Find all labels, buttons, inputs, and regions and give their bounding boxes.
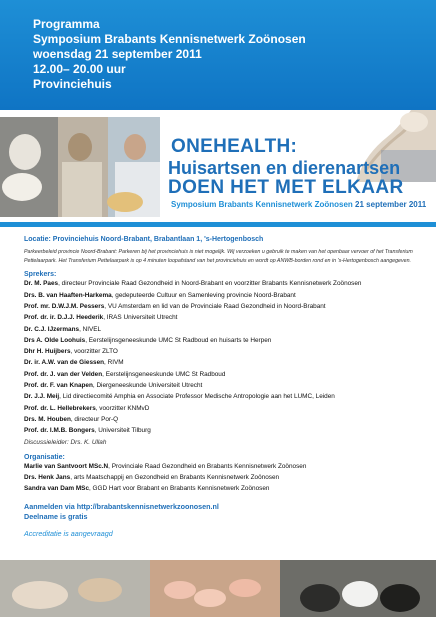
speaker-row-desc: , IRAS Universiteit Utrecht (103, 314, 178, 322)
onehealth-word: ONEHEALTH (171, 136, 291, 157)
organiser-row-desc: , arts Maatschappij en Gezondheid en Brabants Kennisnetwerk Zoönosen (70, 474, 280, 482)
speaker-row (24, 425, 424, 436)
speaker-row-desc: , Diergeneeskunde Universiteit Utrecht (92, 382, 203, 390)
speaker-row-desc: , voorzitter KNMvD (95, 404, 150, 412)
discussion-leader: Discussieleider: Drs. K. Ullah (24, 438, 107, 446)
speaker-row (24, 335, 424, 346)
header-time: 12.00– 20.00 uur (33, 62, 126, 76)
speaker-row-name: Dr. J.J. Meij (24, 393, 60, 401)
accreditation-note: Accreditatie is aangevraagd (24, 528, 113, 538)
speaker-row (24, 290, 424, 301)
divider-bar (0, 222, 436, 227)
organiser-row-desc: , Provinciale Raad Gezondheid en Brabants Kennisnetwerk Zoönosen (108, 462, 307, 470)
speaker-row-name: Prof. dr. ir. D.J.J. Heederik (24, 314, 104, 322)
header-band (0, 0, 436, 110)
speaker-row-desc: , Lid directiecomité Amphia en Associate Professor Medische Antropologie aan het LUMC, Leiden (59, 393, 335, 401)
header-venue: Provinciehuis (33, 77, 112, 91)
speaker-row-desc: , directeur Provinciale Raad Gezondheid in Noord-Brabant en voorzitter Brabants Kennisnetwerk Zoönosen (58, 280, 362, 288)
speaker-row-desc: , NIVEL (79, 325, 102, 333)
organiser-row (24, 483, 424, 494)
speaker-row-name: Dr. C.J. IJzermans (24, 325, 80, 333)
speaker-row (24, 312, 424, 323)
speaker-row (24, 301, 424, 312)
organisation-list (24, 461, 424, 495)
header-symposium: Symposium Brabants Kennisnetwerk Zoönosen (33, 32, 306, 46)
speaker-row-name: Dhr H. Huijbers (24, 348, 71, 356)
organiser-row-desc: , GGD Hart voor Brabant en Brabants Kennisnetwerk Zoönosen (89, 485, 270, 493)
speaker-row-name: Prof. mr. D.W.J.M. Pessers (24, 303, 105, 310)
speaker-row-name: Dr. M. Paes (24, 280, 59, 288)
speaker-row-name: Prof. dr. I.M.B. Bongers (24, 427, 95, 435)
speaker-row (24, 391, 424, 402)
livestock-footer-photo (0, 560, 436, 617)
banner-subtitle-date: 21 september 2011 (355, 200, 427, 209)
speaker-row (24, 380, 424, 391)
header-date: woensdag 21 september 2011 (33, 47, 202, 61)
banner-title-line2: DOEN HET MET ELKAAR (168, 177, 404, 198)
main-content (24, 236, 424, 538)
speaker-row (24, 278, 424, 289)
speaker-row (24, 369, 424, 380)
free-participation: Deelname is gratis (24, 511, 88, 521)
header-programma: Programma (33, 17, 100, 31)
speaker-row-desc: , Eerstelijnsgeneeskunde UMC St Radboud (102, 370, 226, 378)
parking-notice: Parkeerbeleid provincie Noord-Brabant: Parkeren bij het provinciehuis is niet mogelijk. Wij verzoeken u gebruik te maken van het openbaar vervoer of het Transferium Pettelaarpark. Het Transferium Pettelaarpark is op 4 minuten loopafstand van het provinciehuis en wordt op ANWB-borden rond en in 's-Hertogenbosch aangegeven. (24, 249, 413, 264)
speakers-heading: Sprekers: (24, 271, 57, 279)
speaker-row-name: Prof. dr. L. Hellebrekers (24, 404, 96, 412)
organiser-row-name: Sandra van Dam MSc (24, 485, 89, 493)
organiser-row-name: Drs. Henk Jans (24, 474, 71, 482)
speaker-row-desc: , gedeputeerde Cultuur en Samenleving provincie Noord-Brabant (111, 291, 296, 299)
speaker-row (24, 403, 424, 414)
organiser-row (24, 472, 424, 483)
location-heading: Locatie: Provinciehuis Noord-Brabant, Brabantlaan 1, 's-Hertogenbosch (24, 236, 264, 243)
organiser-row (24, 461, 424, 472)
speaker-row-name: Dr. ir. A.W. van de Giessen (24, 359, 105, 367)
speaker-row-desc: , directeur Por-Q (70, 415, 119, 423)
speaker-row-name: Drs A. Olde Loohuis (24, 336, 86, 344)
speaker-row-desc: , VU Amsterdam en lid van de Provinciale Raad Gezondheid in Noord-Brabant (104, 303, 326, 310)
speaker-row (24, 324, 424, 335)
speakers-list (24, 278, 424, 436)
speaker-row-name: Drs. B. van Haaften-Harkema (24, 291, 112, 299)
speaker-row (24, 414, 424, 425)
organiser-row-name: Marlie van Santvoort MSc.N (24, 462, 109, 470)
speaker-row-name: Drs. M. Houben (24, 415, 71, 423)
speaker-row (24, 346, 424, 357)
speaker-row-desc: , Universiteit Tilburg (94, 427, 151, 435)
onehealth-title (171, 136, 297, 158)
organisation-heading: Organisatie: (24, 453, 65, 461)
speaker-row-name: Prof. dr. J. van der Velden (24, 370, 103, 378)
speaker-row-name: Prof. dr. F. van Knapen (24, 382, 93, 390)
banner-subtitle (171, 200, 426, 209)
banner-title-line1: Huisartsen en dierenartsen (168, 158, 401, 178)
speaker-row-desc: , Eerstelijnsgeneeskunde UMC St Radboud en huisarts te Herpen (85, 336, 272, 344)
registration-link[interactable]: Aanmelden via http://brabantskennisnetwerkzoonosen.nl (24, 501, 219, 511)
banner-subtitle-text: Symposium Brabants Kennisnetwerk Zoönosen (171, 200, 353, 209)
speaker-row (24, 357, 424, 368)
onehealth-colon: : (290, 136, 298, 157)
speaker-row-desc: , voorzitter ZLTO (70, 348, 118, 356)
veterinary-collage-photo (0, 117, 160, 217)
speaker-row-desc: , RIVM (104, 359, 124, 367)
